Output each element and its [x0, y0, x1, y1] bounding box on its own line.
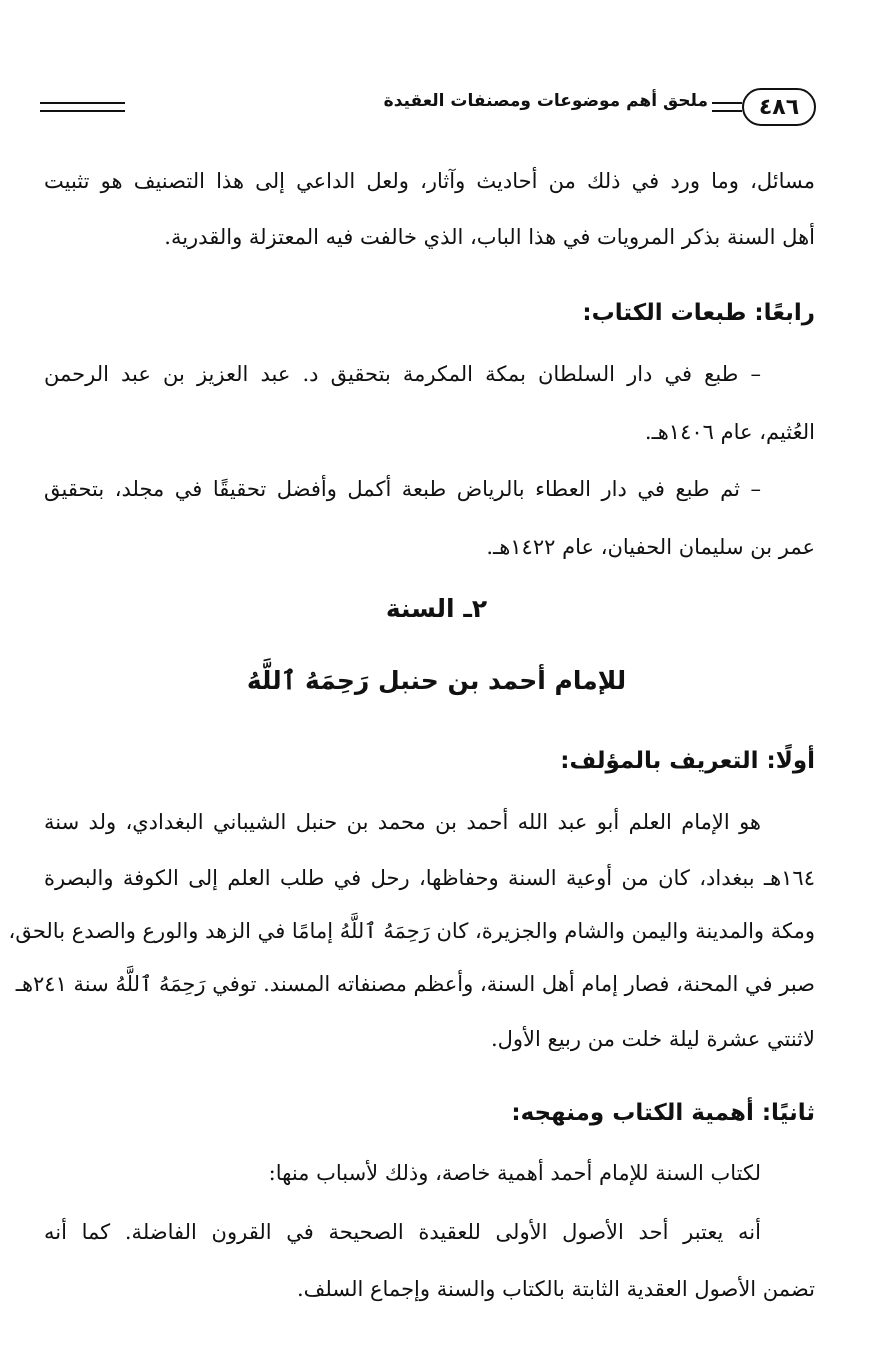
section-heading-author: أولًا: التعريف بالمؤلف:	[560, 748, 815, 774]
bio-line: ١٦٤هـ ببغداد، كان من أوعية السنة وحفاظها، رحل في طلب العلم إلى الكوفة والبصرة	[44, 866, 815, 890]
bio-line: هو الإمام العلم أبو عبد الله أحمد بن محمد بن حنبل الشيباني البغدادي، ولد سنة	[44, 810, 761, 834]
importance-line: أنه يعتبر أحد الأصول الأولى للعقيدة الصحيحة في القرون الفاضلة. كما أنه	[44, 1220, 761, 1244]
edition-line: – ثم طبع في دار العطاء بالرياض طبعة أكمل وأفضل تحقيقًا في مجلد، بتحقيق	[44, 477, 761, 501]
edition-line: العُثيم، عام ١٤٠٦هـ.	[644, 420, 815, 444]
page-number: ٤٨٦	[742, 88, 816, 126]
edition-line: عمر بن سليمان الحفيان، عام ١٤٢٢هـ.	[486, 535, 815, 559]
running-header	[40, 88, 816, 128]
header-rule-right	[712, 102, 742, 112]
book-author: للإمام أحمد بن حنبل رَحِمَهُ ٱللَّهُ	[246, 666, 627, 695]
bio-line: صبر في المحنة، فصار إمام أهل السنة، وأعظم مصنفاته المسند. توفي رَحِمَهُ ٱللَّهُ سنة ٢٤١هـ	[15, 972, 815, 996]
importance-intro: لكتاب السنة للإمام أحمد أهمية خاصة، وذلك لأسباب منها:	[268, 1161, 761, 1185]
section-heading-editions: رابعًا: طبعات الكتاب:	[582, 300, 815, 326]
importance-line: تضمن الأصول العقدية الثابتة بالكتاب والسنة وإجماع السلف.	[297, 1277, 815, 1301]
bio-line: ومكة والمدينة واليمن والشام والجزيرة، كان رَحِمَهُ ٱللَّهُ إمامًا في الزهد والورع والصدع بالحق،	[8, 919, 815, 943]
paragraph-line: مسائل، وما ورد في ذلك من أحاديث وآثار، ولعل الداعي إلى هذا التصنيف هو تثبيت	[44, 169, 815, 193]
header-rule-left	[40, 102, 125, 112]
book-title: ٢ـ السنة	[385, 594, 488, 623]
bio-line: لاثنتي عشرة ليلة خلت من ربيع الأول.	[490, 1027, 815, 1051]
running-title: ملحق أهم موضوعات ومصنفات العقيدة	[383, 91, 708, 111]
edition-line: – طبع في دار السلطان بمكة المكرمة بتحقيق د. عبد العزيز بن عبد الرحمن	[44, 362, 762, 386]
paragraph-line: أهل السنة بذكر المرويات في هذا الباب، الذي خالفت فيه المعتزلة والقدرية.	[164, 225, 815, 249]
section-heading-importance: ثانيًا: أهمية الكتاب ومنهجه:	[511, 1100, 815, 1126]
